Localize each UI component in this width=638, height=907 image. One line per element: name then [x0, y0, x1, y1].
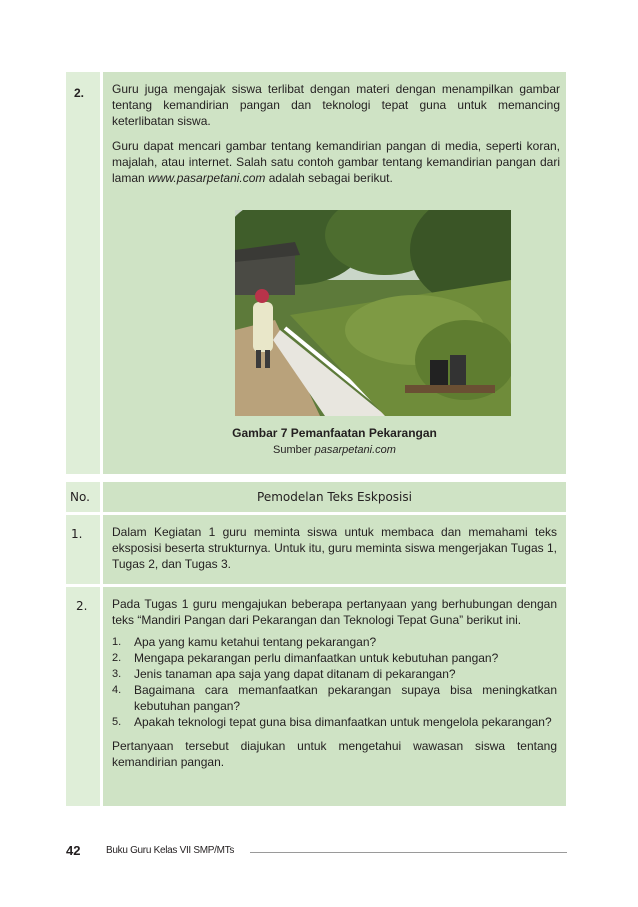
- paragraph-text-end: adalah sebagai berikut.: [265, 171, 393, 185]
- row-number: 2.: [76, 599, 88, 613]
- row-intro: Pada Tugas 1 guru mengajukan beberapa pertanyaan yang berhubungan dengan teks “Mandiri Pangan dari Pekarangan dan Teknologi Tepat Guna” berikut ini.: [112, 597, 557, 627]
- list-number: 1.: [112, 636, 122, 648]
- row-content: [103, 515, 566, 584]
- garden-photo: [235, 210, 511, 416]
- book-title: Buku Guru Kelas VII SMP/MTs: [106, 845, 235, 856]
- list-text: Bagaimana cara memanfaatkan pekarangan supaya bisa meningkatkan kebutuhan pangan?: [134, 683, 557, 713]
- list-item: [112, 714, 557, 730]
- row-number: 2.: [74, 86, 85, 100]
- paragraph-intro: Guru juga mengajak siswa terlibat dengan materi dengan menampilkan gambar tentang kemandirian pangan dan teknologi tepat guna untuk memancing keterlibatan siswa.: [112, 82, 560, 128]
- footer-divider: [250, 852, 567, 853]
- row-content: [103, 587, 566, 806]
- list-text: Apakah teknologi tepat guna bisa dimanfaatkan untuk mengelola pekarangan?: [134, 715, 552, 729]
- row-number: 1.: [71, 527, 83, 541]
- caption-source: [103, 444, 566, 456]
- table-row: [66, 587, 566, 806]
- list-item: [112, 634, 557, 650]
- row-number-cell: [66, 515, 100, 584]
- question-list: [112, 634, 557, 730]
- header-title-cell: [103, 482, 566, 512]
- content-cell: [103, 72, 566, 474]
- list-number: 4.: [112, 684, 122, 696]
- list-number: 2.: [112, 652, 122, 664]
- list-item: [112, 666, 557, 682]
- header-no-cell: [66, 482, 100, 512]
- table-row: [66, 515, 566, 584]
- list-number: 5.: [112, 716, 122, 728]
- list-text: Mengapa pekarangan perlu dimanfaatkan untuk kebutuhan pangan?: [134, 651, 499, 665]
- header-title: Pemodelan Teks Eskposisi: [257, 490, 412, 504]
- list-number: 3.: [112, 668, 122, 680]
- row-number-cell: [66, 72, 100, 474]
- paragraph-source: [112, 138, 560, 186]
- page-number: 42: [66, 843, 81, 858]
- header-no: No.: [70, 490, 90, 504]
- list-item: [112, 650, 557, 666]
- caption-source-label: Sumber: [273, 444, 315, 456]
- list-text: Apa yang kamu ketahui tentang pekarangan?: [134, 635, 377, 649]
- list-text: Jenis tanaman apa saja yang dapat ditanam di pekarangan?: [134, 667, 456, 681]
- list-item: [112, 682, 557, 714]
- table-header: [66, 482, 566, 512]
- row-number-cell: [66, 587, 100, 806]
- caption-source-name: pasarpetani.com: [314, 444, 396, 456]
- caption-title: Gambar 7 Pemanfaatan Pekarangan: [232, 426, 437, 440]
- figure-caption: [103, 426, 566, 456]
- row-closing: Pertanyaan tersebut diajukan untuk mengetahui wawasan siswa tentang kemandirian pangan.: [112, 739, 557, 769]
- paragraph-text: Guru dapat mencari gambar tentang kemandirian pangan di media, seperti koran, majalah, atau internet. Salah satu contoh gambar tentang kemandirian pangan dari laman: [112, 139, 560, 185]
- row-text: Dalam Kegiatan 1 guru meminta siswa untuk membaca dan memahami teks eksposisi beserta strukturnya. Untuk itu, guru meminta siswa mengerjakan Tugas 1, Tugas 2, dan Tugas 3.: [112, 525, 557, 571]
- website-link: www.pasarpetani.com: [148, 171, 266, 185]
- content-block-image: [66, 72, 566, 474]
